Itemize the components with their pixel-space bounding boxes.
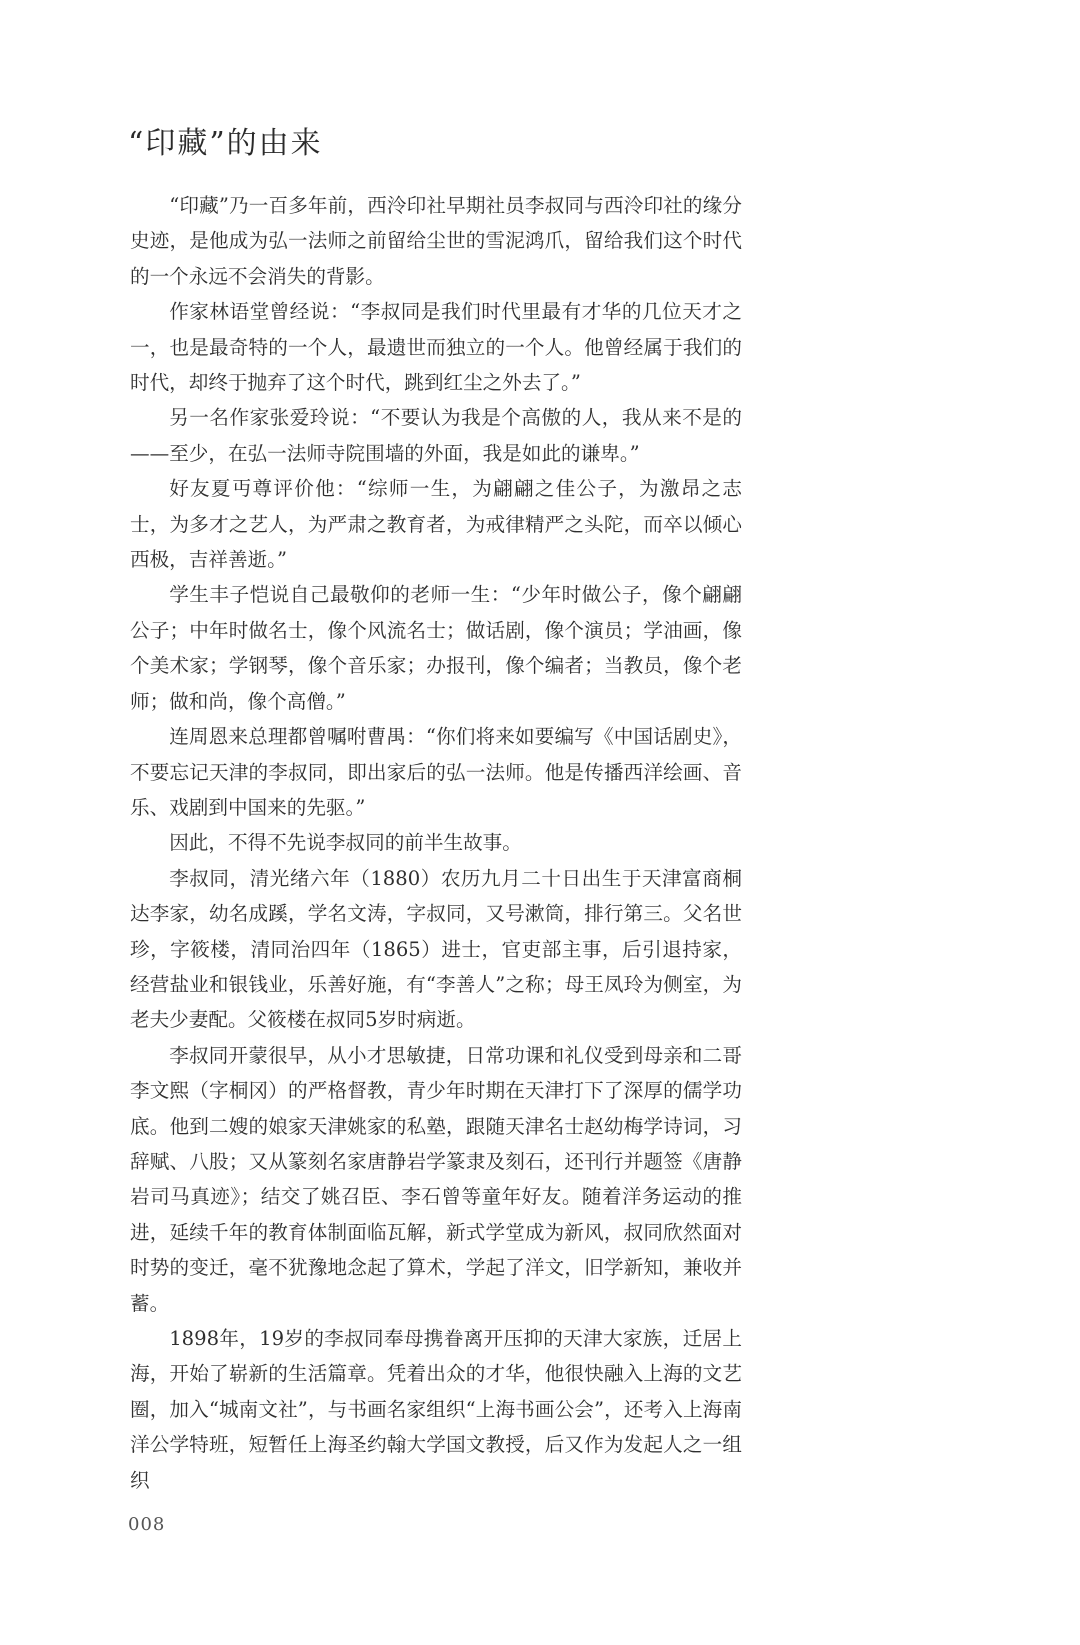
paragraph: 因此，不得不先说李叔同的前半生故事。 [169,831,522,855]
section-title: “印藏”的由来 [128,126,323,161]
page-number: 008 [128,1514,166,1535]
paragraph: 好友夏丏尊评价他：“综师一生，为翩翩之佳公子，为激昂之志士，为多才之艺人，为严肃之教育者，为戒律精严之头陀，而卒以倾心西极，吉祥善逝。” [130,477,742,572]
paragraph: 连周恩来总理都曾嘱咐曹禺：“你们将来如要编写《中国话剧史》，不要忘记天津的李叔同，即出家后的弘一法师。他是传播西洋绘画、音乐、戏剧到中国来的先驱。” [130,725,742,819]
paragraph: 李叔同，清光绪六年（1880）农历九月二十日出生于天津富商桐达李家，幼名成蹊，学名文涛，字叔同，又号漱筒，排行第三。父名世珍，字筱楼，清同治四年（1865）进士，官吏部主事，后引退持家，经营盐业和银钱业，乐善好施，有“李善人”之称；母王凤玲为侧室，为老夫少妻配。父筱楼在叔同5岁时病逝。 [130,866,742,1032]
body-text [130,188,742,1498]
paragraph: 1898年，19岁的李叔同奉母携眷离开压抑的天津大家族，迁居上海，开始了崭新的生活篇章。凭着出众的才华，他很快融入上海的文艺圈，加入“城南文社”，与书画名家组织“上海书画公会”，还考入上海南洋公学特班，短暂任上海圣约翰大学国文教授，后又作为发起人之一组织 [130,1327,742,1492]
paragraph: 另一名作家张爱玲说：“不要认为我是个高傲的人，我从来不是的——至少，在弘一法师寺院围墙的外面，我是如此的谦卑。” [130,406,742,465]
paragraph: 学生丰子恺说自己最敬仰的老师一生：“少年时做公子，像个翩翩公子；中年时做名士，像个风流名士；做话剧，像个演员；学油画，像个美术家；学钢琴，像个音乐家；办报刊，像个编者；当教员，像个老师；做和尚，像个高僧。” [130,583,742,713]
paragraph: 作家林语堂曾经说：“李叔同是我们时代里最有才华的几位天才之一，也是最奇特的一个人，最遗世而独立的一个人。他曾经属于我们的时代，却终于抛弃了这个时代，跳到红尘之外去了。” [130,300,742,395]
paragraph: “印藏”乃一百多年前，西泠印社早期社员李叔同与西泠印社的缘分史迹，是他成为弘一法师之前留给尘世的雪泥鸿爪，留给我们这个时代的一个永远不会消失的背影。 [130,194,742,288]
paragraph: 李叔同开蒙很早，从小才思敏捷，日常功课和礼仪受到母亲和二哥李文熙（字桐冈）的严格督教，青少年时期在天津打下了深厚的儒学功底。他到二嫂的娘家天津姚家的私塾，跟随天津名士赵幼梅学诗词，习辞赋、八股；又从篆刻名家唐静岩学篆隶及刻石，还刊行并题签《唐静岩司马真迹》；结交了姚召臣、李石曾等童年好友。随着洋务运动的推进，延续千年的教育体制面临瓦解，新式学堂成为新风，叔同欣然面对时势的变迁，毫不犹豫地念起了算术，学起了洋文，旧学新知，兼收并蓄。 [130,1043,742,1315]
